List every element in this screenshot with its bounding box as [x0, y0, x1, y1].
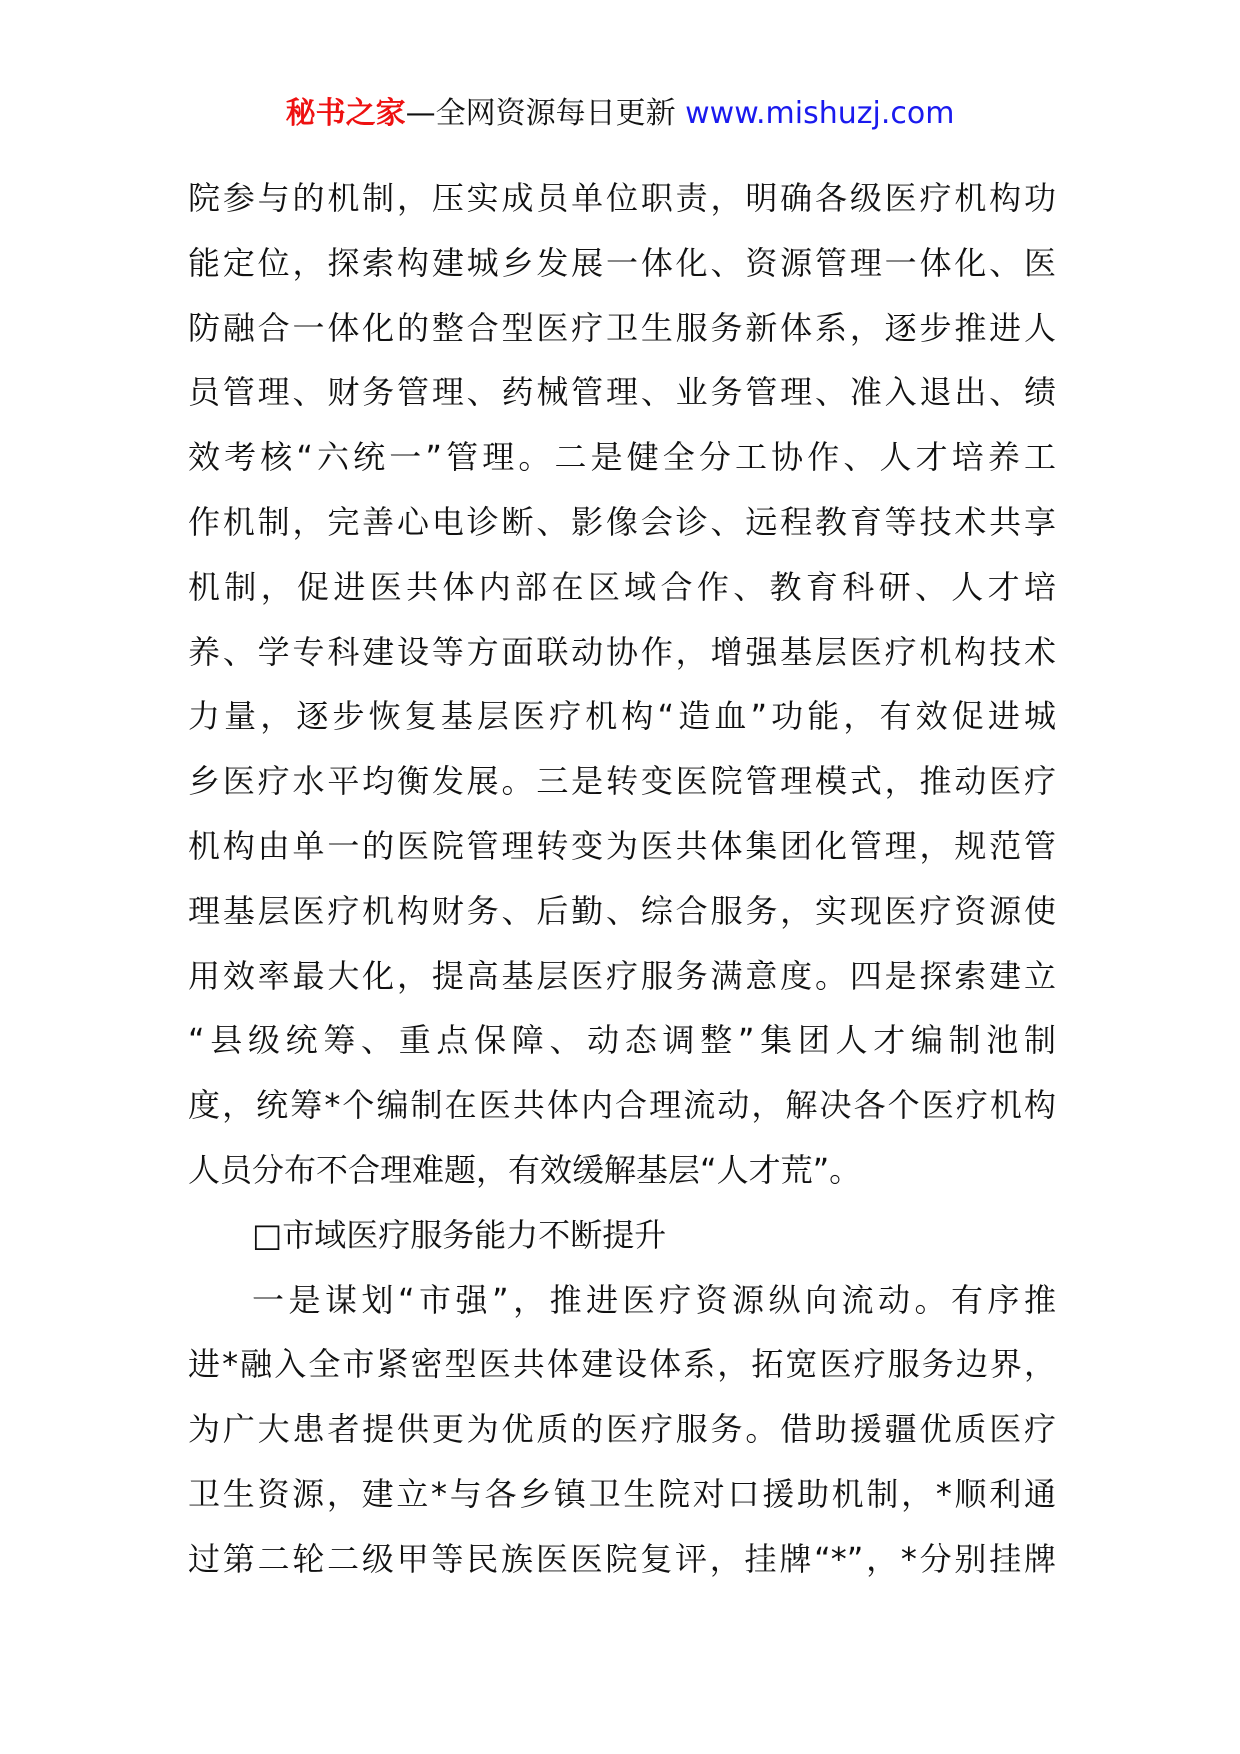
text-line: 卫生资源，建立*与各乡镇卫生院对口援助机制，*顺利通 — [188, 1474, 1056, 1513]
document-body — [188, 166, 1056, 1592]
text-line: 力量，逐步恢复基层医疗机构“造血”功能，有效促进城 — [188, 697, 1056, 736]
text-line: 度，统筹*个编制在医共体内合理流动，解决各个医疗机构 — [188, 1086, 1056, 1125]
section-heading: □市域医疗服务能力不断提升 — [252, 1215, 667, 1254]
text-line: 能定位，探索构建城乡发展一体化、资源管理一体化、医 — [188, 243, 1056, 282]
website-link[interactable]: www.mishuzj.com — [685, 96, 955, 131]
paragraph-first-line: 一是谋划“市强”，推进医疗资源纵向流动。有序推 — [252, 1280, 1056, 1319]
text-line: 过第二轮二级甲等民族医医院复评，挂牌“*”，*分别挂牌 — [188, 1539, 1056, 1578]
page-header — [0, 92, 1240, 136]
text-line: 防融合一体化的整合型医疗卫生服务新体系，逐步推进人 — [188, 308, 1056, 347]
text-line: 员管理、财务管理、药械管理、业务管理、准入退出、绩 — [188, 373, 1056, 412]
text-line: “县级统筹、重点保障、动态调整”集团人才编制池制 — [188, 1021, 1056, 1060]
header-tagline: —全网资源每日更新 — [405, 96, 676, 131]
text-line: 用效率最大化，提高基层医疗服务满意度。四是探索建立 — [188, 956, 1056, 995]
text-line: 机构由单一的医院管理转变为医共体集团化管理，规范管 — [188, 826, 1056, 865]
text-line: 作机制，完善心电诊断、影像会诊、远程教育等技术共享 — [188, 502, 1056, 541]
text-line: 养、学专科建设等方面联动协作，增强基层医疗机构技术 — [188, 632, 1056, 671]
text-line: 理基层医疗机构财务、后勤、综合服务，实现医疗资源使 — [188, 891, 1056, 930]
text-line: 进*融入全市紧密型医共体建设体系，拓宽医疗服务边界， — [188, 1345, 1056, 1384]
text-line: 效考核“六统一”管理。二是健全分工协作、人才培养工 — [188, 438, 1056, 477]
text-line: 院参与的机制，压实成员单位职责，明确各级医疗机构功 — [188, 179, 1056, 217]
text-line: 为广大患者提供更为优质的医疗服务。借助援疆优质医疗 — [188, 1410, 1056, 1449]
paragraph-end-line: 人员分布不合理难题，有效缓解基层“人才荒”。 — [188, 1150, 862, 1189]
text-line: 乡医疗水平均衡发展。三是转变医院管理模式，推动医疗 — [188, 762, 1056, 801]
brand-name: 秘书之家 — [285, 96, 406, 131]
text-line: 机制，促进医共体内部在区域合作、教育科研、人才培 — [188, 567, 1056, 606]
